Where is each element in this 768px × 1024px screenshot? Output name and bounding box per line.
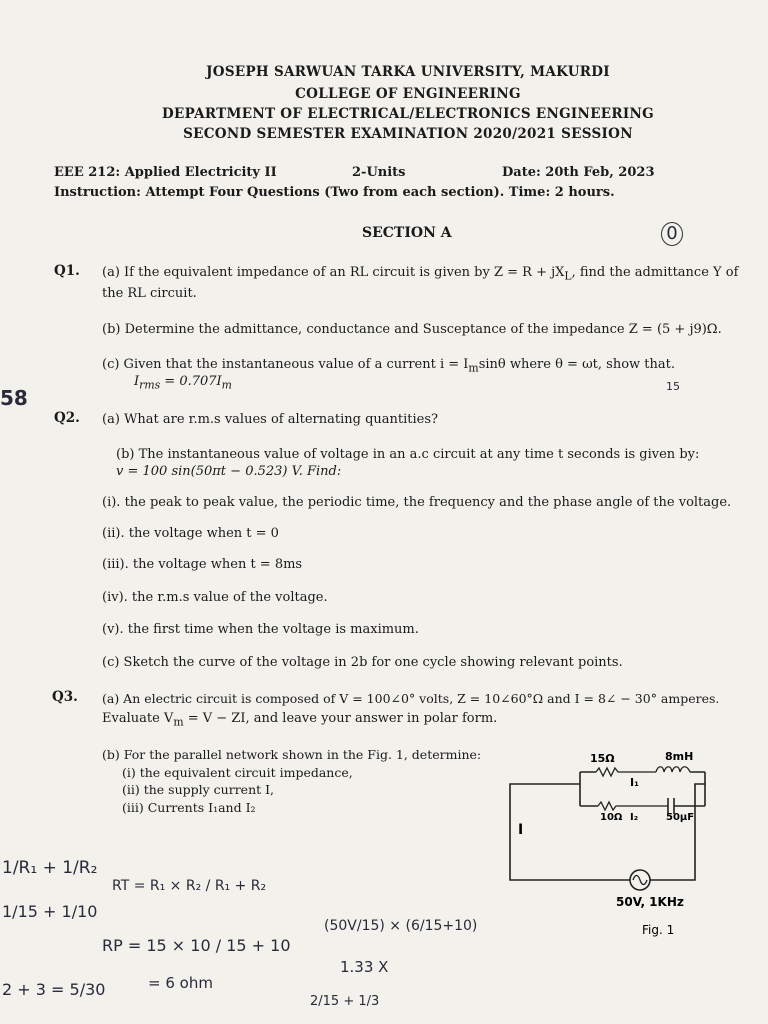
q3-a-line2	[102, 711, 497, 729]
circuit-diagram	[500, 742, 750, 942]
q1-c-line1	[102, 357, 675, 375]
q3-a-line1: (a) An electric circuit is composed of V = 100∠0° volts, Z = 10∠60°Ω and I = 8∠ − 30° amperes.	[102, 691, 720, 706]
q1-a-line2: the RL circuit.	[102, 286, 197, 301]
label-i1: I₁	[630, 776, 639, 789]
resistor-10-ohm	[598, 802, 668, 810]
section-title: SECTION A	[362, 225, 452, 241]
margin-handwritten-number: 58	[0, 386, 28, 410]
margin-handwritten-mark: 15	[666, 380, 680, 393]
handwriting-frac: (50V/15) × (6/15+10)	[324, 918, 478, 934]
q3-a2-sub: m	[173, 715, 184, 729]
section-handwritten-mark: 0	[661, 222, 683, 246]
q2-b-line1: (b) The instantaneous value of voltage in an a.c circuit at any time t seconds is given by:	[116, 447, 700, 462]
q3-b-iii: (iii) Currents I₁and I₂	[122, 800, 256, 815]
parallel-block	[580, 772, 705, 806]
q2-a: (a) What are r.m.s values of alternating quantities?	[102, 412, 439, 427]
label-r1: 15Ω	[590, 752, 615, 765]
q1-number: Q1.	[54, 263, 80, 279]
q1-c2-text: I	[134, 374, 140, 389]
q1-a-end: , find the admittance Y of	[571, 265, 739, 280]
handwriting-bottom: 2/15 + 1/3	[310, 994, 380, 1009]
q3-number: Q3.	[52, 689, 78, 705]
q1-a-sub: L	[564, 269, 572, 283]
handwriting-n1: 1/R₁ + 1/R₂	[2, 858, 98, 878]
inductor-8mh	[656, 767, 690, 772]
q3-a2-text: Evaluate V	[102, 711, 174, 726]
label-source: 50V, 1KHz	[616, 895, 684, 909]
figure-caption: Fig. 1	[642, 923, 675, 937]
q2-i: (i). the peak to peak value, the periodic time, the frequency and the phase angle of the voltage.	[102, 495, 732, 510]
q2-iv: (iv). the r.m.s value of the voltage.	[102, 590, 328, 605]
q2-b-line2: v = 100 sin(50πt − 0.523) V. Find:	[116, 464, 342, 479]
label-i2: I₂	[630, 812, 639, 823]
q1-c-sub: m	[468, 361, 479, 375]
outer-wire	[510, 784, 705, 880]
label-r2: 10Ω	[600, 812, 623, 823]
q2-c: (c) Sketch the curve of the voltage in 2b for one cycle showing relevant points.	[102, 655, 623, 670]
exam-title: SECOND SEMESTER EXAMINATION 2020/2021 SESSION	[183, 126, 633, 142]
q3-b-ii: (ii) the supply current I,	[122, 782, 275, 797]
handwriting-rp: RP = 15 × 10 / 15 + 10	[102, 936, 291, 955]
label-supply-current: I	[518, 822, 524, 838]
label-c1: 50μF	[666, 812, 695, 823]
department-title: DEPARTMENT OF ELECTRICAL/ELECTRONICS ENGINEERING	[162, 106, 654, 122]
q1-a-text: (a) If the equivalent impedance of an RL circuit is given by Z = R + jX	[102, 265, 565, 280]
q2-v: (v). the first time when the voltage is maximum.	[102, 622, 419, 637]
q1-a-line1	[102, 265, 738, 283]
q1-c-line2	[134, 374, 232, 392]
q1-c-text: (c) Given that the instantaneous value of a current i = I	[102, 357, 469, 372]
exam-date: Date: 20th Feb, 2023	[502, 165, 655, 180]
q1-b: (b) Determine the admittance, conductance and Susceptance of the impedance Z = (5 + j9)Ω.	[102, 322, 722, 337]
handwriting-n3: 2 + 3 = 5/30	[2, 980, 106, 999]
instruction: Instruction: Attempt Four Questions (Two from each section). Time: 2 hours.	[54, 185, 615, 200]
resistor-15-ohm	[596, 768, 656, 776]
handwriting-n2: 1/15 + 1/10	[2, 902, 98, 921]
q3-b-i: (i) the equivalent circuit impedance,	[122, 765, 353, 780]
handwriting-value: 1.33 X	[340, 958, 389, 976]
q1-c2-end: = 0.707I	[160, 374, 222, 389]
college-title: COLLEGE OF ENGINEERING	[295, 86, 521, 102]
q2-iii: (iii). the voltage when t = 8ms	[102, 557, 303, 572]
q1-c2-sub2: m	[221, 378, 232, 392]
q3-a2-end: = V − ZI, and leave your answer in polar form.	[183, 711, 498, 726]
q2-ii: (ii). the voltage when t = 0	[102, 526, 279, 541]
handwriting-rt: RT = R₁ × R₂ / R₁ + R₂	[112, 878, 267, 894]
label-l1: 8mH	[665, 750, 694, 763]
university-title: JOSEPH SARWUAN TARKA UNIVERSITY, MAKURDI	[206, 64, 610, 80]
q1-c-end: sinθ where θ = ωt, show that.	[478, 357, 676, 372]
q1-c2-sub: rms	[139, 378, 161, 392]
q3-b: (b) For the parallel network shown in the Fig. 1, determine:	[102, 747, 482, 762]
q2-number: Q2.	[54, 410, 80, 426]
course-code: EEE 212: Applied Electricity II	[54, 165, 277, 180]
course-units: 2-Units	[352, 165, 406, 180]
handwriting-rp2: = 6 ohm	[148, 974, 213, 992]
